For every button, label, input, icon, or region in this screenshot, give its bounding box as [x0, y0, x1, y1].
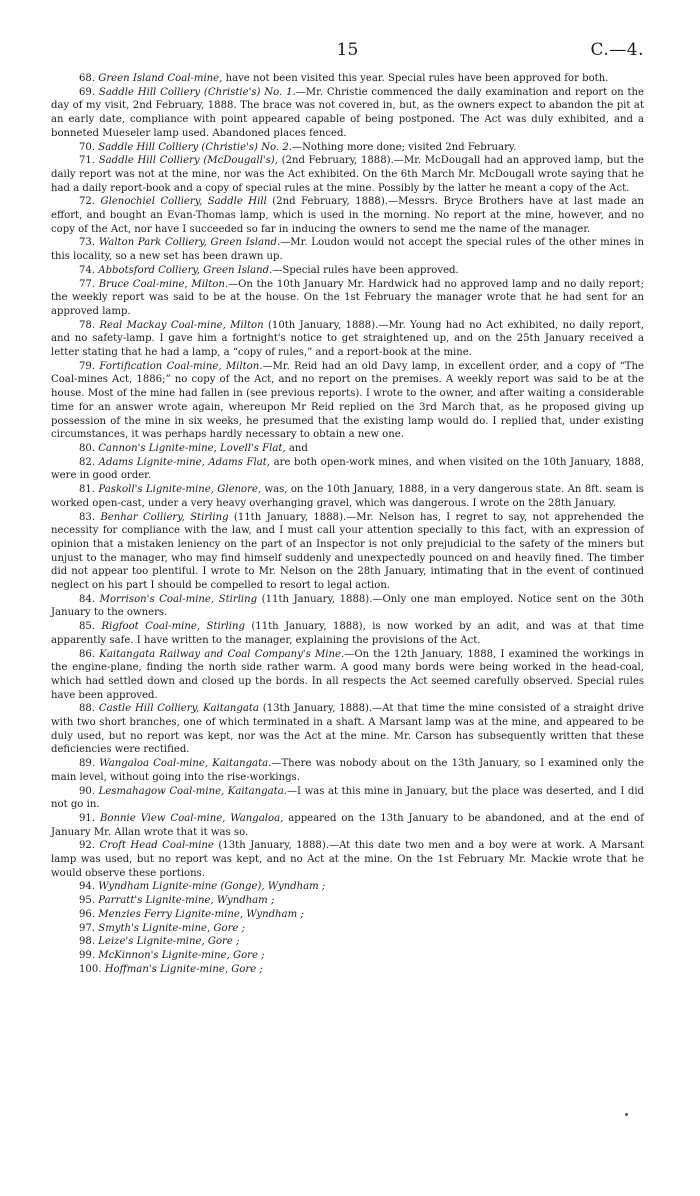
entry-number: 68. [79, 73, 96, 84]
entry-number: 82. [79, 456, 96, 468]
entry-mine-name: Castle Hill Colliery, Kaitangata [98, 703, 259, 715]
entry-text: —On the 10th January Mr. Hardwick had no approved lamp and no daily report; the weekly report was said to be at the house. On the 1st February the manager wrote that he had sent for an approved lamp. [51, 278, 644, 317]
list-item-number: 99. [79, 950, 96, 961]
entry-text: (11th January, 1888), is now worked by an adit, and was at that time apparently safe. I have written to the manager, explaining the provisions of the Act. [51, 621, 644, 646]
entry-mine-name: Rigfoot Coal-mine, Stirling [101, 621, 245, 633]
entry-text: —Special rules have been approved. [272, 264, 459, 276]
entry-paragraph [51, 757, 644, 784]
entry-paragraph [51, 154, 644, 195]
entry-mine-name: Lesmahagow Coal-mine, Kaitangata. [98, 785, 287, 797]
entry-text: —Mr. Loudon would not accept the special rules of the other mines in this locality, so a new set has been drawn up. [51, 237, 644, 263]
list-item-number: 96. [79, 908, 96, 920]
entry-number: 83. [79, 511, 96, 523]
entry-number: 69. [79, 86, 96, 98]
list-item-mine-name: Hoffman's Lignite-mine, Gore ; [104, 963, 263, 975]
list-item [51, 935, 644, 949]
entry-number: 86. [79, 648, 96, 660]
entry-mine-name: Green Island Coal-mine, [98, 73, 223, 84]
entry-mine-name: Bruce Coal-mine, Milton. [98, 278, 229, 290]
report-body [51, 72, 644, 976]
entry-text: —There was nobody about on the 13th January, so I examined only the main level, without going into the rise-workings. [51, 758, 644, 783]
entry-paragraph [51, 264, 644, 278]
entry-number: 91. [79, 812, 96, 824]
entry-paragraph [51, 511, 644, 593]
entry-mine-name: Bonnie View Coal-mine, Wangaloa, [99, 812, 284, 824]
entry-number: 74. [79, 264, 96, 276]
list-item [51, 880, 644, 894]
list-item [51, 949, 644, 963]
list-item-mine-name: Smyth's Lignite-mine, Gore ; [98, 922, 245, 934]
entry-text: (13th January, 1888).—At that time the mine consisted of a straight drive with two short branches, one of which terminated in a shaft. A Marsant lamp was at the mine, and appeared to be duly used, but no report was kept, nor was the Act at the mine. Mr. Carson has subsequently written that these deficiencies were rectified. [51, 703, 644, 756]
entry-paragraph [51, 86, 644, 141]
entry-text: and [285, 442, 308, 454]
list-item [51, 963, 644, 977]
entry-mine-name: Fortification Coal-mine, Milton. [99, 360, 263, 372]
entry-paragraph [51, 456, 644, 483]
entry-mine-name: Glenochiel Colliery, Saddle Hill [100, 196, 267, 208]
entry-mine-name: Paskoll's Lignite-mine, Glenore, [98, 484, 262, 496]
entry-mine-name: Kaitangata Railway and Coal Company's Mine. [99, 648, 345, 660]
entry-mine-name: Real Mackay Coal-mine, Milton [99, 319, 264, 331]
entry-text: (10th January, 1888).—Mr. Young had no Act exhibited, no daily report, and no safety-lamp. I gave him a fortnight's notice to get straightened up, and on the 25th January received a letter stating that he had a lamp, a “copy of rules,” and a report-book at the mine. [51, 319, 644, 359]
entry-paragraph [51, 278, 644, 319]
entry-paragraph [51, 195, 644, 236]
list-item-mine-name: Parratt's Lignite-mine, Wyndham ; [98, 895, 275, 907]
entry-mine-name: Abbotsford Colliery, Green Island. [98, 264, 273, 276]
entry-text: (13th January, 1888).—At this date two men and a boy were at work. A Marsant lamp was used, but no report was kept, and no Act at the mine. On the 1st February Mr. Mackie wrote that he would observe these portions. [51, 840, 644, 879]
entry-mine-name: Saddle Hill Colliery (McDougall's), [98, 155, 278, 167]
entry-paragraph [51, 812, 644, 839]
entry-number: 84. [79, 593, 96, 605]
entry-paragraph [51, 319, 644, 360]
entry-paragraph [51, 785, 644, 812]
entry-paragraph [51, 483, 644, 510]
entry-mine-name: Wangaloa Coal-mine, Kaitangata. [99, 758, 272, 770]
list-item-mine-name: Menzies Ferry Lignite-mine, Wyndham ; [98, 908, 304, 920]
entry-number: 85. [79, 621, 96, 633]
entry-paragraph [51, 72, 644, 86]
entry-text: have not been visited this year. Special rules have been approved for both. [222, 73, 609, 84]
entry-number: 92. [79, 840, 96, 852]
entries-list [51, 72, 644, 880]
entry-paragraph [51, 702, 644, 757]
page-number: 15 [336, 40, 359, 60]
list-item-number: 95. [79, 895, 96, 907]
entry-text: (11th January, 1888).—Only one man employed. Notice sent on the 30th January to the owners. [51, 593, 644, 619]
entry-text: (2nd February, 1888).—Messrs. Bryce Brothers have at last made an effort, and bought an Evan-Thomas lamp, which is used in the morning. No report at the mine, however, and no copy of the Act, nor have I succeeded so far in inducing the owners to send me the name of the manager. [51, 196, 645, 235]
entry-mine-name: Walton Park Colliery, Green Island. [98, 237, 281, 249]
entry-mine-name: Cannon's Lignite-mine, Lovell's Flat, [98, 442, 286, 454]
print-speck [625, 1113, 628, 1116]
list-item-number: 97. [79, 922, 96, 934]
list-item-mine-name: Wyndham Lignite-mine (Gonge), Wyndham ; [98, 881, 326, 893]
list-item [51, 894, 644, 908]
entry-text: are both open-work mines, and when visited on the 10th January, 1888, were in good order. [51, 456, 644, 482]
entry-mine-name: Benhar Colliery, Stirling [100, 511, 229, 523]
entry-number: 73. [79, 237, 96, 249]
list-item-mine-name: McKinnon's Lignite-mine, Gore ; [98, 950, 265, 961]
entry-number: 72. [79, 196, 96, 208]
list-item-number: 94. [79, 881, 96, 893]
entry-text: appeared on the 13th January to be abandoned, and at the end of January Mr. Allan wrote that it was so. [51, 812, 644, 838]
entry-paragraph [51, 839, 644, 880]
entry-text: (11th January, 1888).—Mr. Nelson has, I regret to say, not apprehended the necessity for compliance with the law, and I must call your attention specially to this fact, with an expression of opinion that a mistaken leniency on the part of an Inspector is not only prejudicial to the safety of the miners but unjust to the manager, who may find himself suddenly and unexpectedly pounced on and heavily fined. The timber did not appear too plentiful. I wrote to Mr. Nelson on the 28th January, intimating that in the event of continued neglect on his part I should be compelled to resort to legal action. [51, 511, 644, 592]
entry-number: 88. [79, 703, 96, 715]
entry-number: 77. [79, 278, 96, 290]
entry-text: —On the 12th January, 1888, I examined the workings in the engine-plane, finding the north side rather warm. A good many bords were being worked in the head-coal, which had settled down and closed up the bords. In all respects the Act seemed carefully observed. Special rules have been approved. [51, 648, 645, 701]
entry-text: —I was at this mine in January, but the place was deserted, and I did not go in. [51, 785, 645, 811]
entry-paragraph [51, 360, 644, 442]
entry-number: 90. [79, 785, 96, 797]
entry-paragraph [51, 620, 644, 647]
entry-number: 70. [79, 141, 96, 153]
entry-mine-name: Adams Lignite-mine, Adams Flat, [98, 456, 271, 468]
entry-paragraph [51, 593, 644, 620]
entry-mine-name: Saddle Hill Colliery (Christie's) No. 2. [98, 141, 292, 153]
entry-text: —Mr. Reid had an old Davy lamp, in excellent order, and a copy of “The Coal-mines Act, 1886;” no copy of the Act, and no report on the premises. A weekly report was said to be at the house. Most of the mine had fallen in (see previous reports). I wrote to the owner, and after waiting a considerable time for an answer wrote again, whereupon Mr Reid replied on the 3rd March that, as he proposed giving up possession of the mine in six weeks, he presumed that the existing lamp would do. I replied that, under existing circumstances, it was perhaps hardly necessary to obtain a new one. [51, 360, 644, 441]
entry-paragraph [51, 648, 644, 703]
list-item [51, 908, 644, 922]
entry-number: 78. [79, 319, 96, 331]
entry-text: —Mr. Christie commenced the daily examination and report on the day of my visit, 2nd February, 1888. The brace was not covered in, but, as the owners expect to abandon the pit at an early date, compliance with point appeared capable of being postponed. The Act was duly exhibited, and a bonneted Mueseler lamp used. Abandoned places fenced. [51, 86, 644, 139]
list-item [51, 922, 644, 936]
list-item-mine-name: Leize's Lignite-mine, Gore ; [98, 936, 240, 948]
entry-number: 80. [79, 442, 96, 454]
list-item-number: 98. [79, 936, 96, 948]
entry-mine-name: Saddle Hill Colliery (Christie's) No. 1. [98, 86, 296, 98]
entry-mine-name: Croft Head Coal-mine [99, 840, 214, 852]
entry-number: 71. [79, 155, 96, 167]
entry-text: (2nd February, 1888).—Mr. McDougall had an approved lamp, but the daily report was not at the mine, nor was the Act exhibited. On the 6th March Mr. McDougall wrote saying that he had a daily report-book and a copy of special rules at the mine. Possibly by the latter he meant a copy of the Act. [51, 155, 644, 194]
entry-mine-name: Morrison's Coal-mine, Stirling [99, 593, 258, 605]
entry-paragraph [51, 442, 644, 456]
page-header [51, 40, 644, 64]
entry-paragraph [51, 236, 644, 263]
entry-paragraph [51, 141, 644, 155]
list-item-number: 100. [79, 963, 102, 975]
mine-short-list [51, 880, 644, 976]
entry-text: was, on the 10th January, 1888, in a very dangerous state. An 8ft. seam is worked open-cast, under a very heavy overhanging gravel, which was dangerous. I wrote on the 28th January. [51, 484, 644, 509]
entry-text: —Nothing more done; visited 2nd February. [291, 141, 517, 153]
entry-number: 79. [79, 360, 96, 372]
entry-number: 81. [79, 484, 96, 496]
document-reference: C.—4. [590, 40, 644, 60]
entry-number: 89. [79, 758, 96, 770]
